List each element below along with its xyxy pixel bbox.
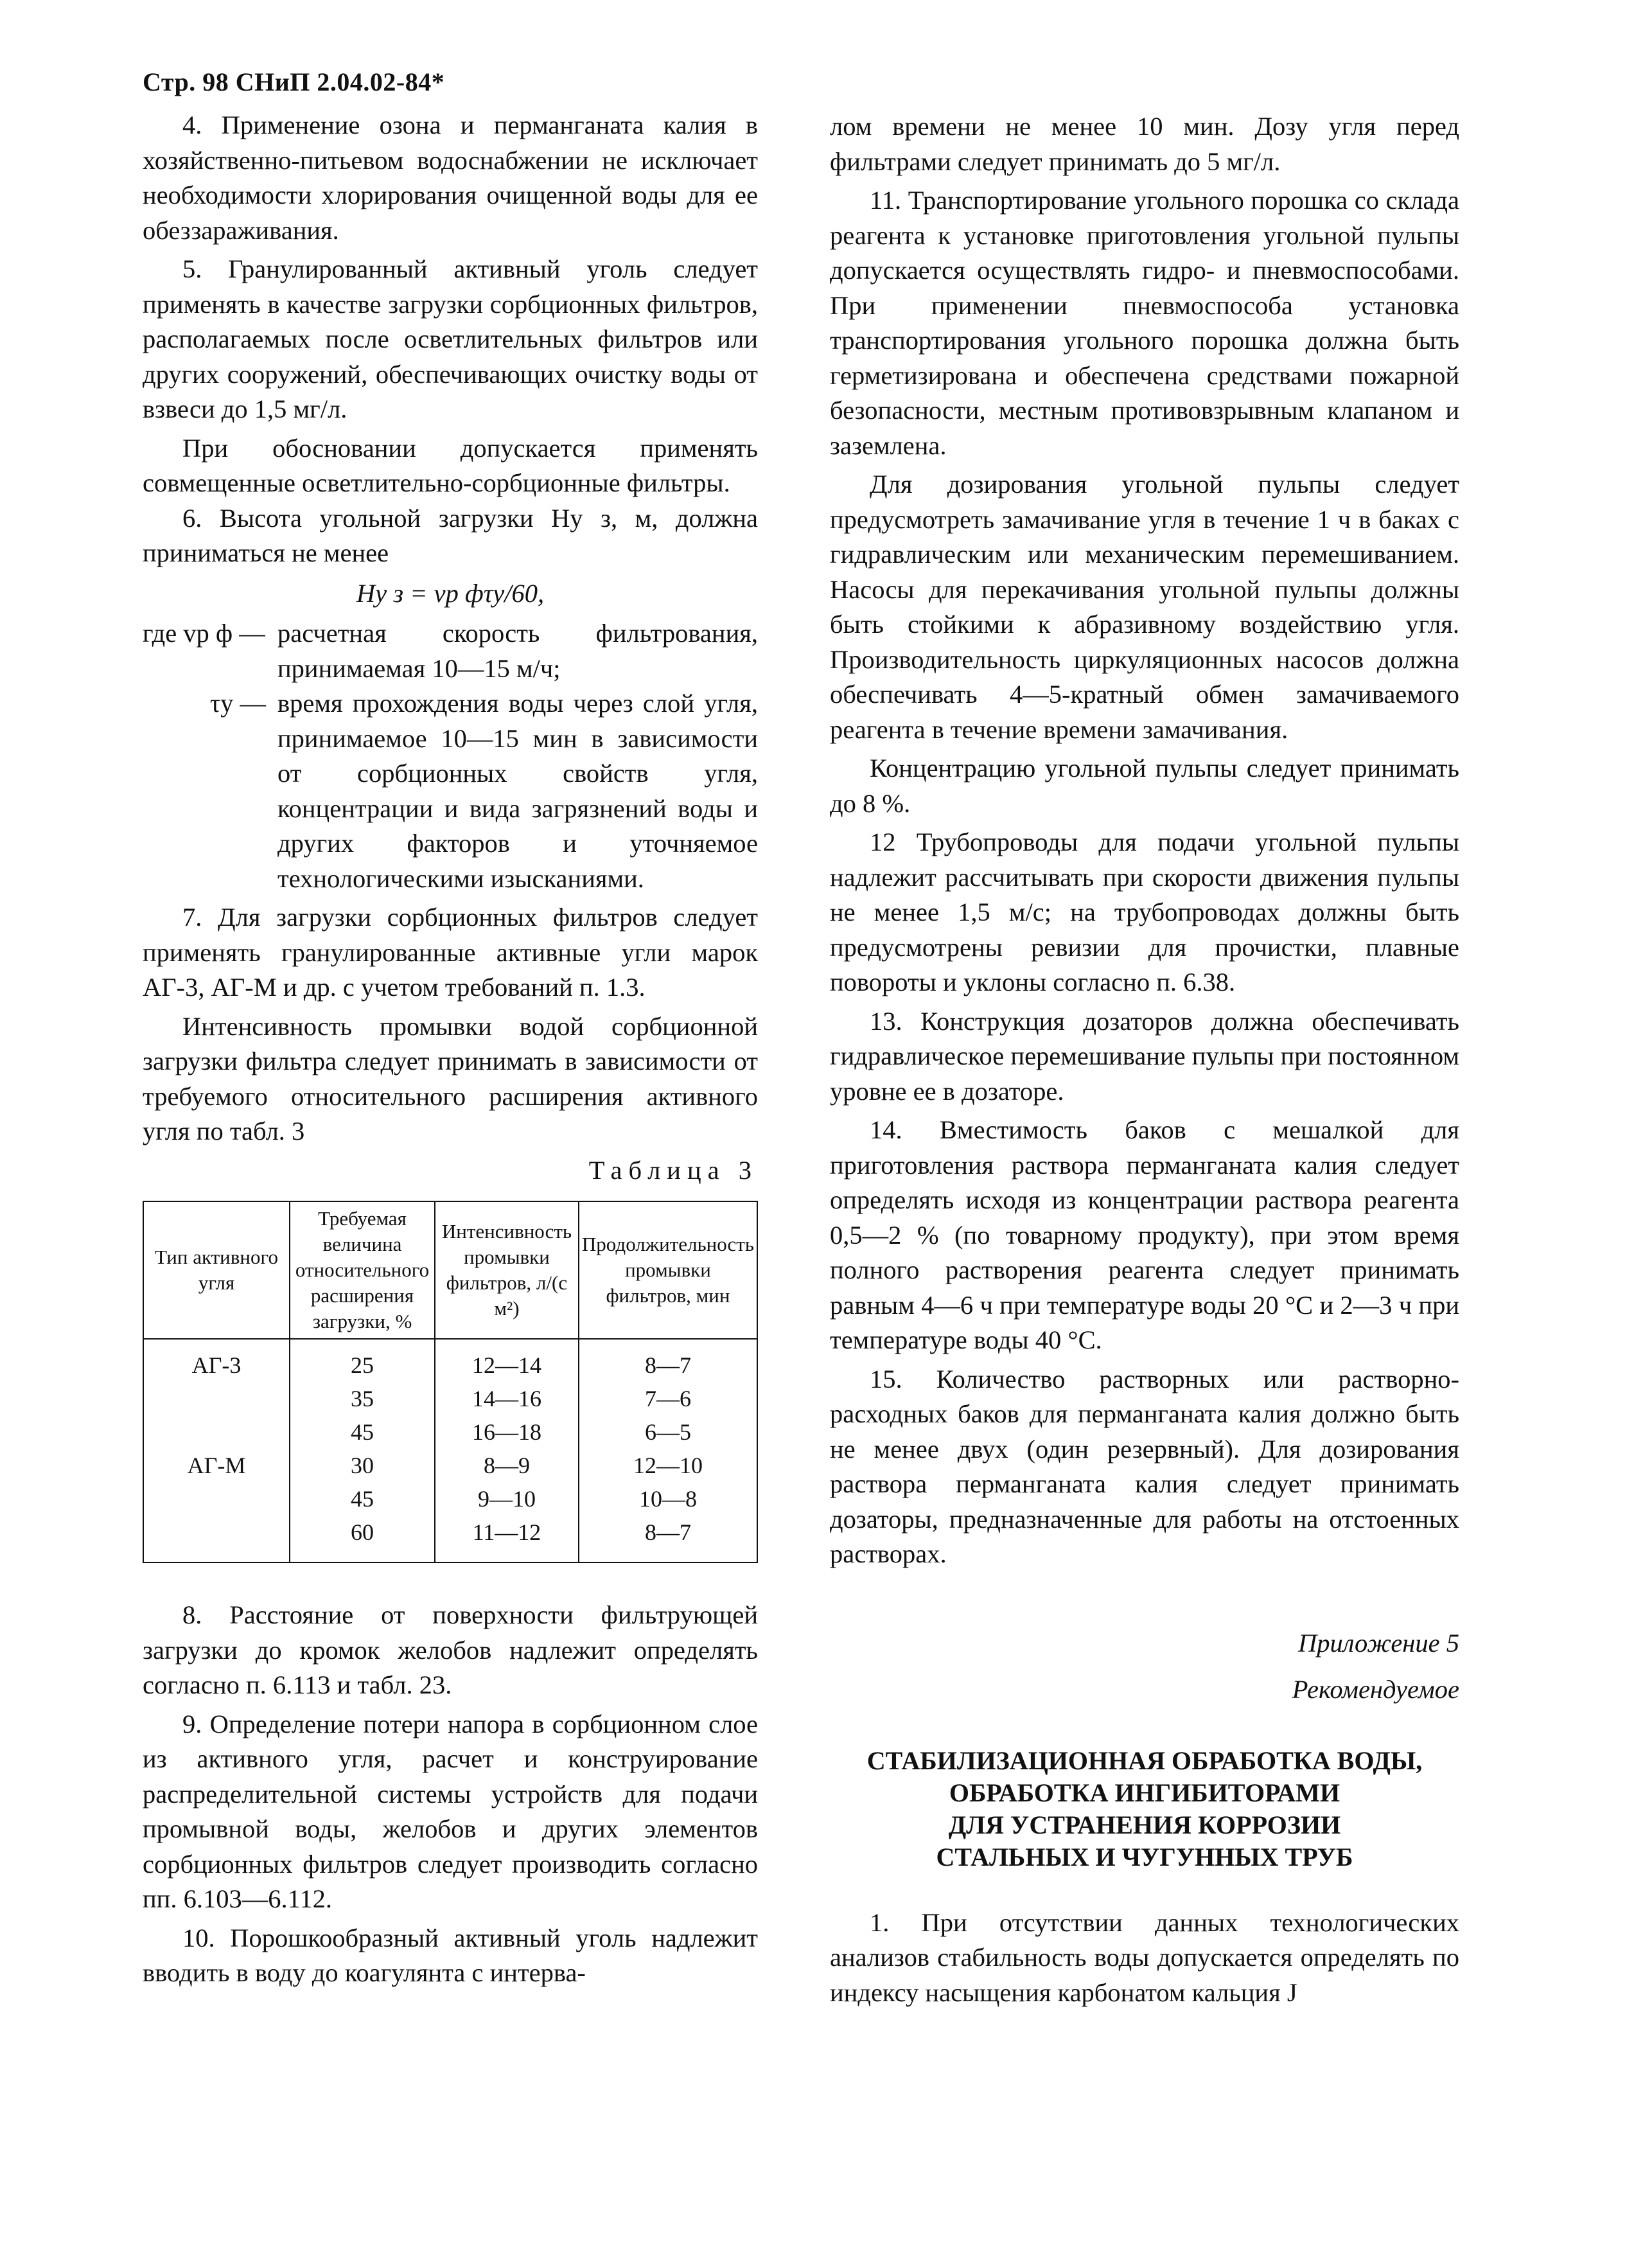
heading-line: ОБРАБОТКА ИНГИБИТОРАМИ: [949, 1778, 1340, 1807]
table-row: [143, 1382, 757, 1415]
table-3: [143, 1201, 758, 1563]
table-cell: АГ-М: [143, 1449, 290, 1482]
paragraph-5: 5. Гранулированный активный уголь следует применять в качестве загрузки сорбционных фильтров, располагаемых после осветлительных фильтров или других сооружений, обеспечивающих очистку воды от взвеси до 1,5 мг/л.: [143, 254, 758, 423]
table-cell: 8—9: [435, 1449, 579, 1482]
table-cell: 30: [290, 1449, 435, 1482]
table-row: [143, 1482, 757, 1516]
paragraph-10: 10. Порошкообразный активный уголь надлежит вводить в воду до коагулянта с интерва-: [143, 1923, 758, 1987]
paragraph-11-dosing: Для дозирования угольной пульпы следует предусмотреть замачивание угля в течение 1 ч в баках с гидравлическим или механическим перемешиванием. Насосы для перекачивания угольной пульпы должны быть стойкими к абразивному воздействию угля. Производительность циркуляционных насосов должна обеспечивать 4—5-кратный обмен замачиваемого реагента в течение времени замачивания.: [830, 470, 1459, 744]
paragraph-9: 9. Определение потери напора в сорбционном слое из активного угля, расчет и конструирование распределительной системы устройств для подачи промывной воды, желобов и других элементов сорбционных фильтров следует производить согласно пп. 6.103—6.112.: [143, 1709, 758, 1913]
table-header-cell: Требуемая величина относительного расширения загрузки, %: [290, 1201, 435, 1339]
definition-symbol: где vр ф —: [143, 619, 265, 648]
table-cell: 35: [290, 1382, 435, 1415]
table-cell: [143, 1482, 290, 1516]
table-cell: [143, 1516, 290, 1562]
appendix-label: Приложение 5: [1298, 1628, 1459, 1658]
table-cell: 8—7: [579, 1516, 757, 1562]
table-cell: 60: [290, 1516, 435, 1562]
appendix-status: Рекомендуемое: [1292, 1675, 1459, 1704]
table-header-cell: Тип активного угля: [143, 1201, 290, 1339]
page-header: Стр. 98 СНиП 2.04.02-84*: [143, 67, 445, 96]
appendix-paragraph-1: 1. При отсутствии данных технологических анализов стабильность воды допускается определять по индексу насыщения карбонатом кальция J: [830, 1907, 1459, 2007]
paragraph-13: 13. Конструкция дозаторов должна обеспечивать гидравлическое перемешивание пульпы при постоянном уровне ее в дозаторе.: [830, 1006, 1459, 1106]
paragraph-8: 8. Расстояние от поверхности фильтрующей загрузки до кромок желобов надлежит определять согласно п. 6.113 и табл. 23.: [143, 1600, 758, 1699]
table-header-row: [143, 1201, 757, 1339]
appendix-heading: [830, 1745, 1459, 1873]
table-cell: 9—10: [435, 1482, 579, 1516]
table-cell: 6—5: [579, 1415, 757, 1449]
paragraph-14: 14. Вместимость баков с мешалкой для приготовления раствора перманганата калия следует определять исходя из концентрации раствора реагента 0,5—2 % (по товарному продукту), при этом время полного растворения реагента следует принимать равным 4—6 ч при температуре воды 20 °С и 2—3 ч при температуре воды 40 °С.: [830, 1115, 1459, 1354]
table-cell: 11—12: [435, 1516, 579, 1562]
paragraph-7: 7. Для загрузки сорбционных фильтров следует применять гранулированные активные угли марок АГ-3, АГ-М и др. с учетом требований п. 1.3.: [143, 903, 758, 1002]
definition-symbol: τу —: [209, 689, 266, 718]
paragraph-15: 15. Количество растворных или растворно-расходных баков для перманганата калия должно быть не менее двух (один резервный). Для дозирования раствора перманганата калия следует принимать дозаторы, предназначенные для работы на отстоенных растворах.: [830, 1364, 1459, 1568]
paragraph-12: 12 Трубопроводы для подачи угольной пульпы надлежит рассчитывать при скорости движения пульпы не менее 1,5 м/с; на трубопроводах должны быть предусмотрены ревизии для прочистки, плавные повороты и уклоны согласно п. 6.38.: [830, 827, 1459, 996]
table-row: [143, 1449, 757, 1482]
table-cell: [143, 1415, 290, 1449]
table-header-cell: Продолжительность промывки фильтров, мин: [579, 1201, 757, 1339]
table-cell: 12—10: [579, 1449, 757, 1482]
definition-text: расчетная скорость фильтрования, принимаемая 10—15 м/ч;: [277, 619, 758, 683]
table-header-cell: Интенсивность промывки фильтров, л/(с м²): [435, 1201, 579, 1339]
table-row: [143, 1415, 757, 1449]
formula-definitions: [143, 616, 758, 896]
table-cell: 10—8: [579, 1482, 757, 1516]
paragraph-11: 11. Транспортирование угольного порошка со склада реагента к установке приготовления угольной пульпы допускается осуществлять гидро- и пневмоспособами. При применении пневмоспособа установка транспортирования угольного порошка должна быть герметизирована и обеспечена средствами пожарной безопасности, местным противовзрывным клапаном и заземлена.: [830, 186, 1459, 460]
table-cell: 25: [290, 1339, 435, 1382]
paragraph-11-concentration: Концентрацию угольной пульпы следует принимать до 8 %.: [830, 754, 1459, 818]
paragraph-4: 4. Применение озона и перманганата калия в хозяйственно-питьевом водоснабжении не исключает необходимости хлорирования очищенной воды для ее обеззараживания.: [143, 111, 758, 245]
paragraph-7-note: Интенсивность промывки водой сорбционной загрузки фильтра следует принимать в зависимости от требуемого относительного расширения активного угля по табл. 3: [143, 1011, 758, 1145]
table-row: [143, 1339, 757, 1382]
heading-line: ДЛЯ УСТРАНЕНИЯ КОРРОЗИИ: [948, 1810, 1341, 1839]
table-cell: АГ-3: [143, 1339, 290, 1382]
paragraph-6: 6. Высота угольной загрузки Hу з, м, должна приниматься не менее: [143, 503, 758, 567]
paragraph-10-continued: лом времени не менее 10 мин. Дозу угля перед фильтрами следует принимать до 5 мг/л.: [830, 112, 1459, 176]
table-cell: [143, 1382, 290, 1415]
definition-text: время прохождения воды через слой угля, принимаемое 10—15 мин в зависимости от сорбционных свойств угля, концентрации и вида загрязнений воды и других факторов и уточняемое технологическими изысканиями.: [277, 689, 758, 893]
right-column: [830, 109, 1459, 2010]
table-cell: 16—18: [435, 1415, 579, 1449]
paragraph-5-note: При обосновании допускается применять совмещенные осветлительно-сорбционные фильтры.: [143, 433, 758, 497]
table-cell: 45: [290, 1415, 435, 1449]
table-title: Таблица 3: [588, 1155, 758, 1185]
left-column: [143, 108, 758, 1991]
table-row: [143, 1516, 757, 1562]
table-cell: 45: [290, 1482, 435, 1516]
heading-line: СТАБИЛИЗАЦИОННАЯ ОБРАБОТКА ВОДЫ,: [866, 1746, 1423, 1775]
table-cell: 14—16: [435, 1382, 579, 1415]
table-cell: 7—6: [579, 1382, 757, 1415]
table-cell: 8—7: [579, 1339, 757, 1382]
table-cell: 12—14: [435, 1339, 579, 1382]
heading-line: СТАЛЬНЫХ И ЧУГУННЫХ ТРУБ: [936, 1842, 1353, 1871]
formula: Hу з = vр фτу/60,: [356, 578, 545, 608]
